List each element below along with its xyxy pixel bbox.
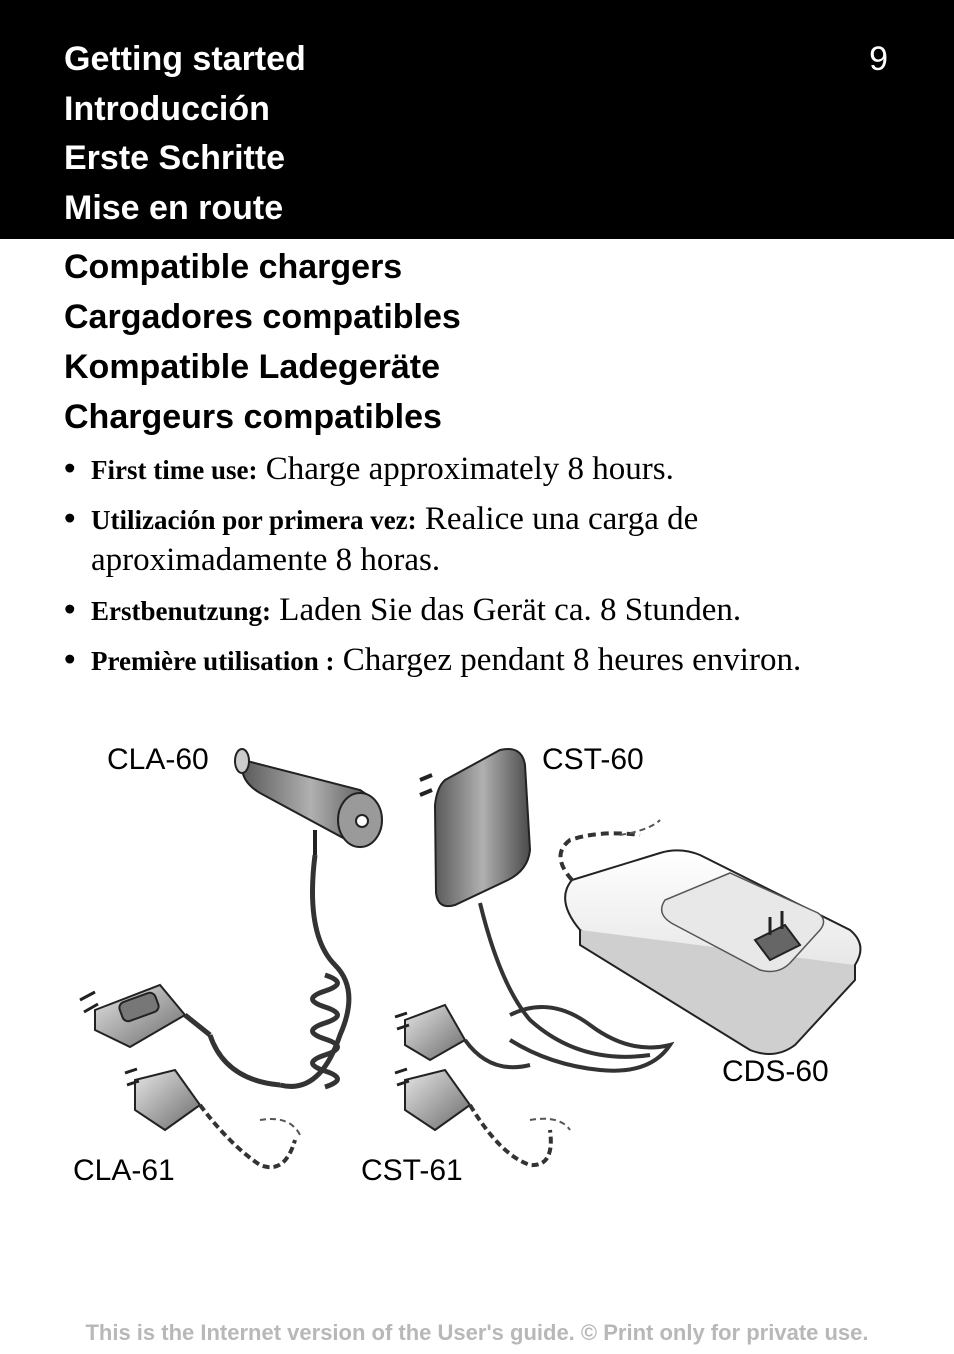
label-cst-61: CST-61 xyxy=(361,1154,463,1187)
header-title-en: Getting started xyxy=(64,40,306,78)
page-number: 9 xyxy=(869,40,888,78)
bullet-icon: • xyxy=(64,451,76,487)
cds-60-desk-stand xyxy=(560,820,860,1054)
header-bar xyxy=(0,0,954,239)
footer-notice: This is the Internet version of the User's guide. © Print only for private use. xyxy=(85,1320,869,1345)
cst-61-adapter xyxy=(395,1069,570,1165)
bullet-text: Realice una carga de aproximadamente 8 horas. xyxy=(91,501,699,578)
bullet-text: Chargez pendant 8 heures environ. xyxy=(334,642,802,678)
header-title-de: Erste Schritte xyxy=(64,139,286,177)
header-title-es: Introducción xyxy=(64,90,270,128)
bullet-icon: • xyxy=(64,501,76,537)
label-cla-61: CLA-61 xyxy=(73,1154,175,1187)
bullet-lead: First time use: xyxy=(91,455,258,485)
label-cla-60: CLA-60 xyxy=(107,743,209,776)
header-title-fr: Mise en route xyxy=(64,189,284,227)
bullet-lead: Utilización por primera vez: xyxy=(91,505,417,535)
cla-60-phone-plug xyxy=(80,985,210,1047)
section-heading-de: Kompatible Ladegeräte xyxy=(64,348,440,386)
bullet-icon: • xyxy=(64,642,76,678)
bullet-lead: Première utilisation : xyxy=(91,646,335,676)
bullet-lead: Erstbenutzung: xyxy=(91,596,272,626)
cla-60-car-charger xyxy=(210,749,382,1087)
chargers-illustration xyxy=(60,735,900,1205)
bullet-icon: • xyxy=(64,592,76,628)
section-heading-fr: Chargeurs compatibles xyxy=(64,398,442,436)
section-heading-en: Compatible chargers xyxy=(64,248,403,286)
label-cst-60: CST-60 xyxy=(542,743,644,776)
bullet-text: Laden Sie das Gerät ca. 8 Stunden. xyxy=(271,592,742,628)
label-cds-60: CDS-60 xyxy=(722,1055,829,1088)
section-heading-es: Cargadores compatibles xyxy=(64,298,461,336)
bullet-text: Charge approximately 8 hours. xyxy=(257,451,674,487)
